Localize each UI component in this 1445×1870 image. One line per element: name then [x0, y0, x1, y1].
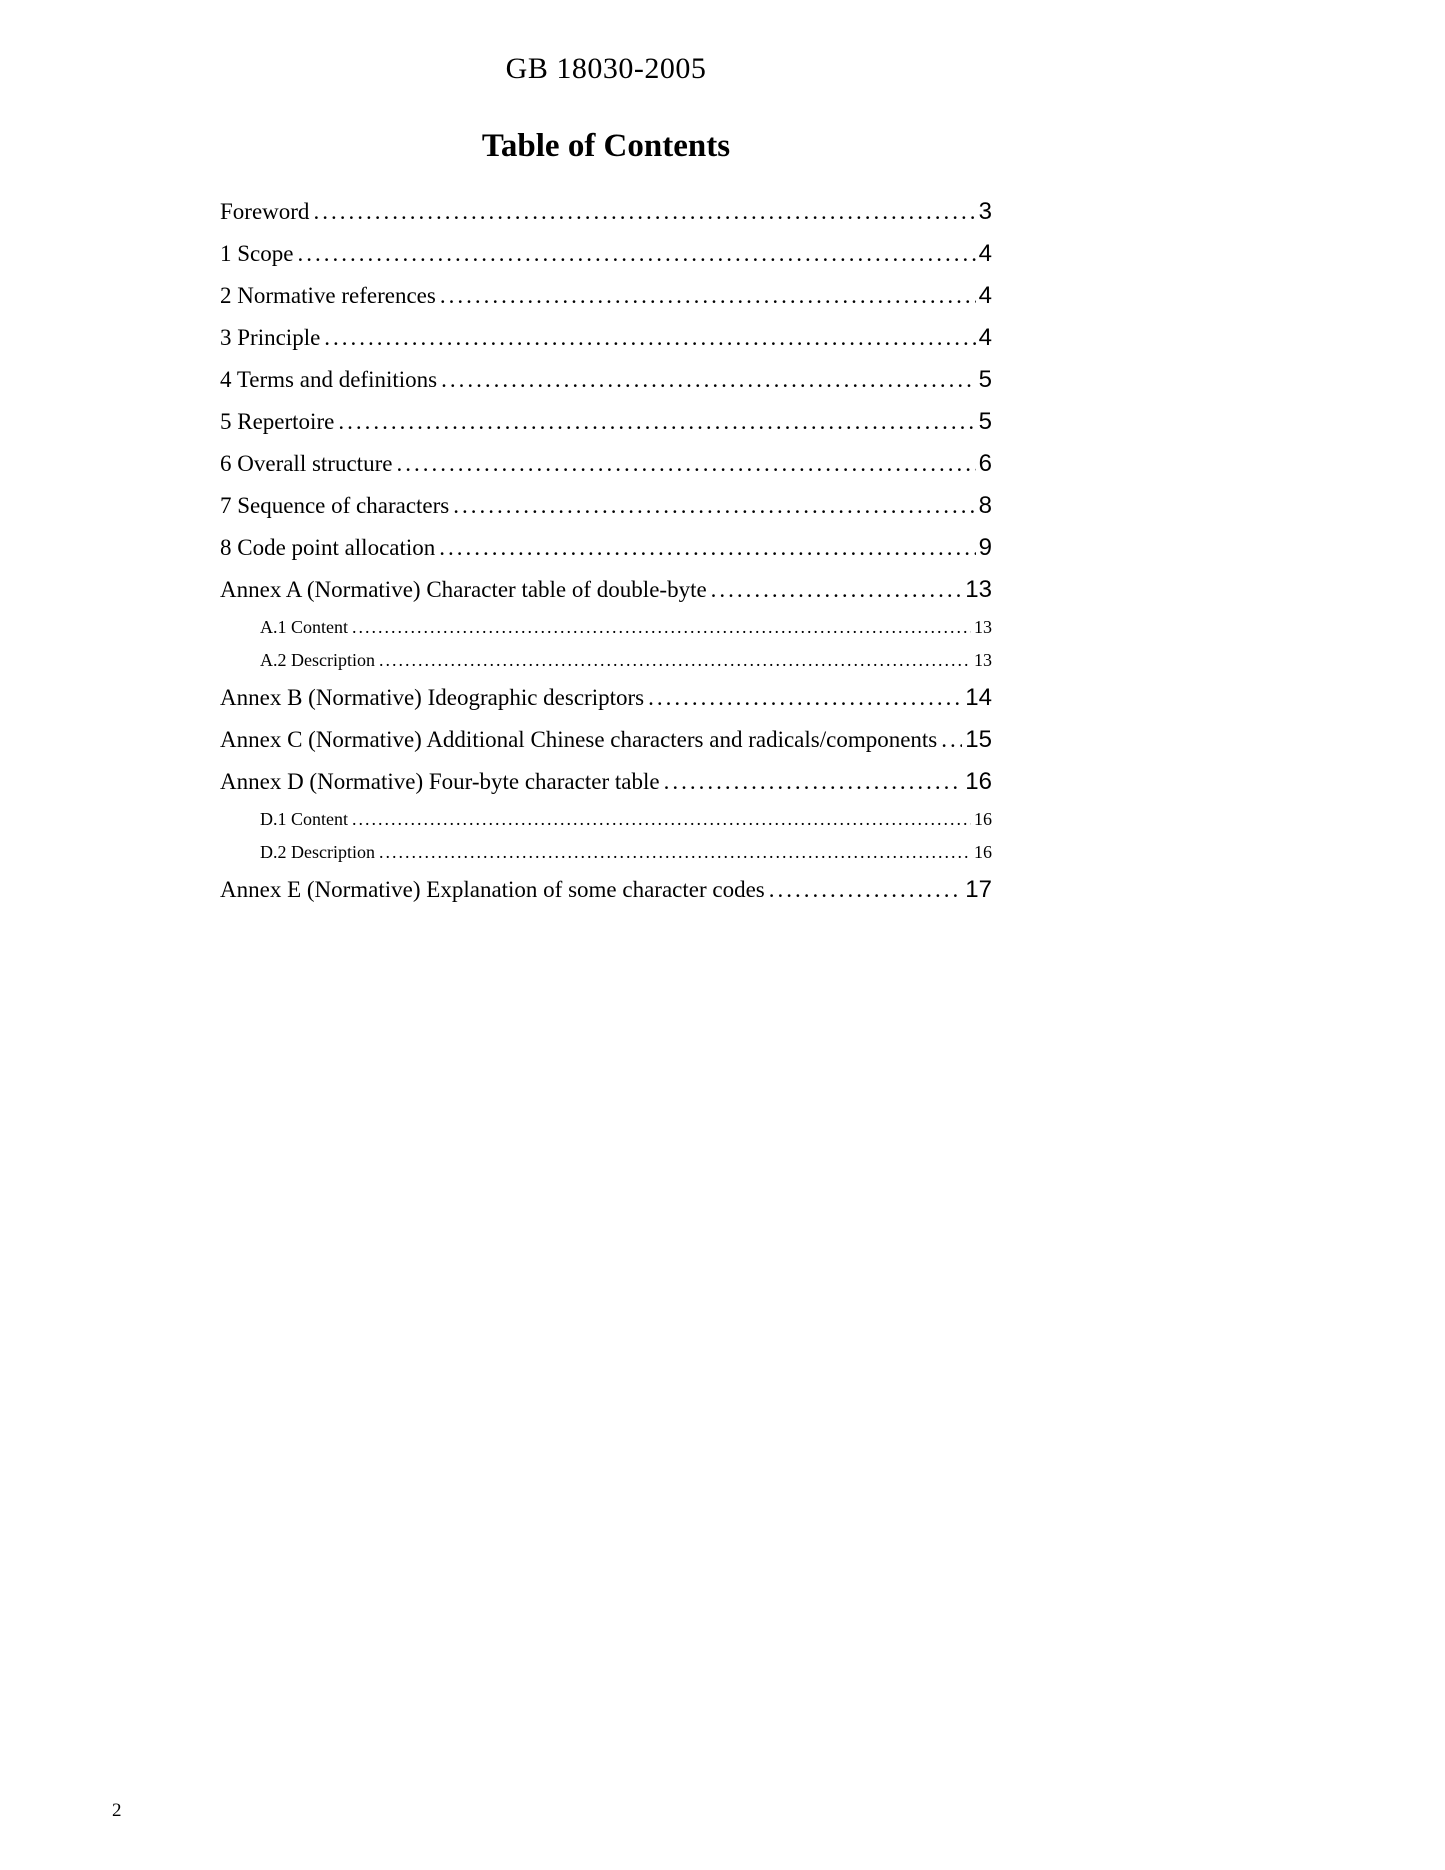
- toc-entry-label: D.2 Description: [260, 842, 375, 862]
- toc-entry-label: 7 Sequence of characters: [220, 493, 450, 518]
- toc-entry-page: 16: [974, 842, 992, 862]
- toc-entry: [220, 869, 992, 911]
- toc-dot-leader: [396, 451, 975, 477]
- toc-entry: [220, 233, 992, 275]
- toc-entry: [220, 527, 992, 569]
- toc-entry-label: Annex C (Normative) Additional Chinese characters and radicals/components: [220, 727, 938, 752]
- toc-dot-leader: [648, 685, 962, 711]
- toc-dot-leader: [453, 493, 975, 519]
- toc-dot-leader: [711, 577, 963, 603]
- toc-title: Table of Contents: [481, 128, 731, 164]
- toc-entry-label: D.1 Content: [260, 809, 348, 829]
- toc-entry-page: 17: [965, 876, 992, 903]
- toc-entry-page: 4: [978, 282, 992, 309]
- toc-entry-label: Foreword: [220, 199, 310, 224]
- toc-entry: [220, 317, 992, 359]
- toc-entry-page: 6: [978, 450, 992, 477]
- toc-dot-leader: [379, 842, 971, 863]
- toc-entry-page: 13: [974, 650, 992, 670]
- toc-dot-leader: [769, 877, 963, 903]
- toc-dot-leader: [352, 809, 971, 830]
- toc-entry: [220, 761, 992, 803]
- toc-entry-page: 9: [978, 534, 992, 561]
- toc-dot-leader: [352, 617, 971, 638]
- toc-entry-label: 6 Overall structure: [220, 451, 393, 476]
- toc-entry: [220, 719, 992, 761]
- toc-dot-leader: [379, 650, 971, 671]
- toc-entry: [220, 359, 992, 401]
- toc-entry-label: Annex D (Normative) Four-byte character table: [220, 769, 660, 794]
- toc-entry-page: 15: [965, 726, 992, 753]
- toc-entry-label: Annex B (Normative) Ideographic descriptors: [220, 685, 645, 710]
- document-header: GB 18030-2005: [505, 52, 707, 85]
- toc-dot-leader: [441, 367, 976, 393]
- page-number-footer: 2: [112, 1800, 122, 1821]
- toc-entry-page: 5: [978, 408, 992, 435]
- toc-dot-leader: [297, 241, 975, 267]
- toc-entry-page: 16: [965, 768, 992, 795]
- toc-entry-page: 4: [978, 240, 992, 267]
- toc-entry: [220, 611, 992, 644]
- toc-entry-label: A.1 Content: [260, 617, 348, 637]
- toc-entry-label: Annex E (Normative) Explanation of some character codes: [220, 877, 765, 902]
- toc-entry-page: 3: [978, 198, 992, 225]
- toc-entry-label: 2 Normative references: [220, 283, 436, 308]
- toc-entry: [220, 191, 992, 233]
- toc-dot-leader: [941, 727, 962, 753]
- toc-dot-leader: [313, 199, 975, 225]
- toc-entry-page: 8: [978, 492, 992, 519]
- toc-dot-leader: [324, 325, 975, 351]
- toc-entry-page: 13: [974, 617, 992, 637]
- toc-entry-page: 14: [965, 684, 992, 711]
- toc-entry-page: 5: [978, 366, 992, 393]
- toc-entry-label: A.2 Description: [260, 650, 375, 670]
- toc-dot-leader: [439, 535, 975, 561]
- toc-entry: [220, 644, 992, 677]
- toc-entry-page: 16: [974, 809, 992, 829]
- document-content: [220, 0, 992, 911]
- toc-entry: [220, 677, 992, 719]
- toc-list: [220, 191, 992, 911]
- toc-dot-leader: [338, 409, 975, 435]
- toc-dot-leader: [664, 769, 963, 795]
- toc-entry-label: 3 Principle: [220, 325, 321, 350]
- toc-entry: [220, 836, 992, 869]
- toc-entry-label: 8 Code point allocation: [220, 535, 436, 560]
- toc-entry: [220, 569, 992, 611]
- toc-entry-label: Annex A (Normative) Character table of double-byte: [220, 577, 707, 602]
- toc-entry-label: 1 Scope: [220, 241, 294, 266]
- toc-entry-label: 4 Terms and definitions: [220, 367, 438, 392]
- toc-entry: [220, 275, 992, 317]
- toc-entry: [220, 803, 992, 836]
- toc-entry-page: 4: [978, 324, 992, 351]
- toc-entry: [220, 485, 992, 527]
- toc-entry-label: 5 Repertoire: [220, 409, 335, 434]
- toc-entry: [220, 443, 992, 485]
- toc-entry: [220, 401, 992, 443]
- toc-entry-page: 13: [965, 576, 992, 603]
- toc-dot-leader: [440, 283, 976, 309]
